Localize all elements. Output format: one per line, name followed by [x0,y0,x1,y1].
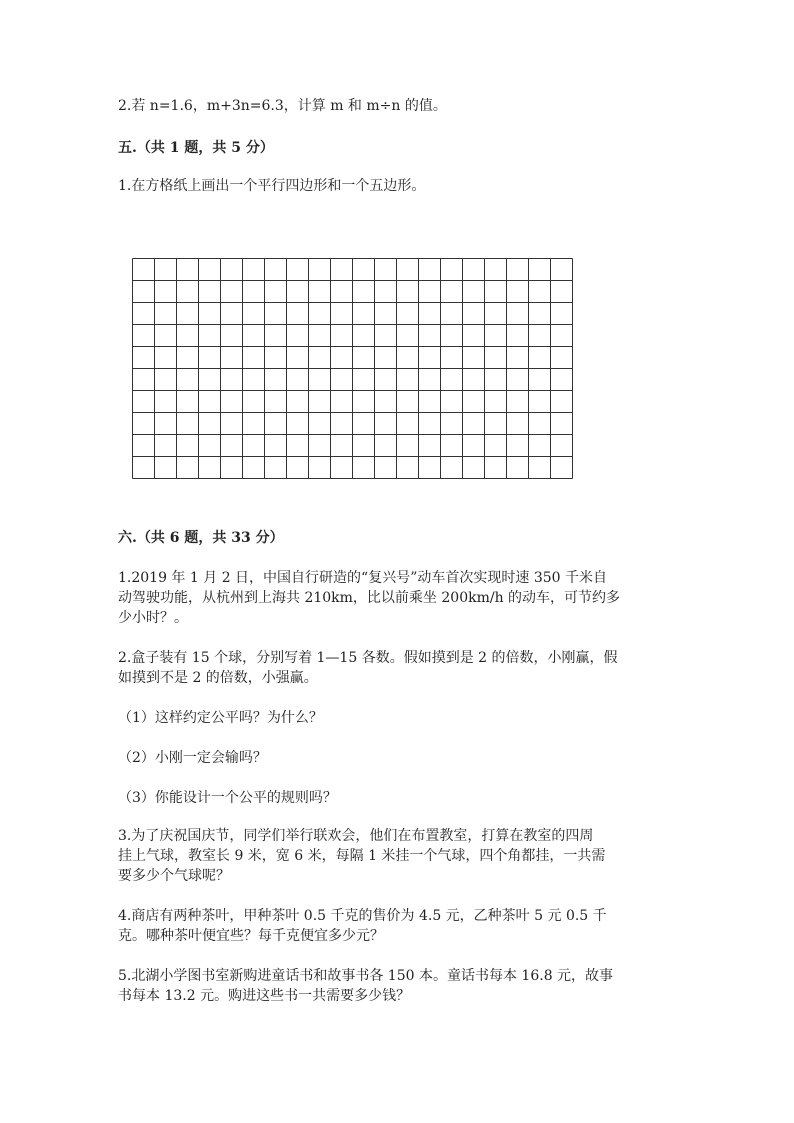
section-6-q2-sub-3: （3）你能设计一个公平的规则吗？ [118,790,337,806]
section-6-q4-line-1: 4.商店有两种茶叶，甲种茶叶 0.5 千克的售价为 4.5 元，乙种茶叶 5 元 0.5 千 [118,908,607,924]
question-2-prev: 2.若 n=1.6，m+3n=6.3，计算 m 和 m÷n 的值。 [118,98,447,114]
section-6-q3-line-3: 要多少个气球呢？ [118,868,230,884]
section-6-q5-line-1: 5.北湖小学图书室新购进童话书和故事书各 150 本。童话书每本 16.8 元，故事 [118,968,614,984]
section-6-q2-line-1: 2.盒子装有 15 个球，分别写着 1—15 各数。假如摸到是 2 的倍数，小刚赢，假 [118,650,618,666]
section-5-question-1: 1.在方格纸上画出一个平行四边形和一个五边形。 [118,178,426,194]
section-5-heading: 五.（共 1 题，共 5 分） [118,140,274,156]
section-6-q4-line-2: 克。哪种茶叶便宜些？每千克便宜多少元？ [118,928,384,944]
section-6-q1-line-1: 1.2019 年 1 月 2 日，中国自行研造的“复兴号”动车首次实现时速 350 千米自 [118,570,607,586]
section-6-q1-line-3: 少小时？。 [118,610,188,626]
section-6-q3-line-1: 3.为了庆祝国庆节，同学们举行联欢会，他们在布置教室，打算在教室的四周 [118,828,594,844]
section-6-q5-line-2: 书每本 13.2 元。购进这些书一共需要多少钱？ [118,988,411,1004]
section-6-q3-line-2: 挂上气球，教室长 9 米，宽 6 米，每隔 1 米挂一个气球，四个角都挂，一共需 [118,848,606,864]
grid-lines [132,258,573,479]
section-6-q2-line-2: 如摸到不是 2 的倍数，小强赢。 [118,670,318,686]
section-6-q2-sub-2: （2）小刚一定会输吗？ [118,750,267,766]
section-6-heading: 六.（共 6 题，共 33 分） [118,530,284,546]
section-6-q2-sub-1: （1）这样约定公平吗？为什么？ [118,710,323,726]
section-6-q1-line-2: 动驾驶功能，从杭州到上海共 210km，比以前乘坐 200km/h 的动车，可节约多 [118,590,621,606]
square-grid-paper [132,258,573,479]
